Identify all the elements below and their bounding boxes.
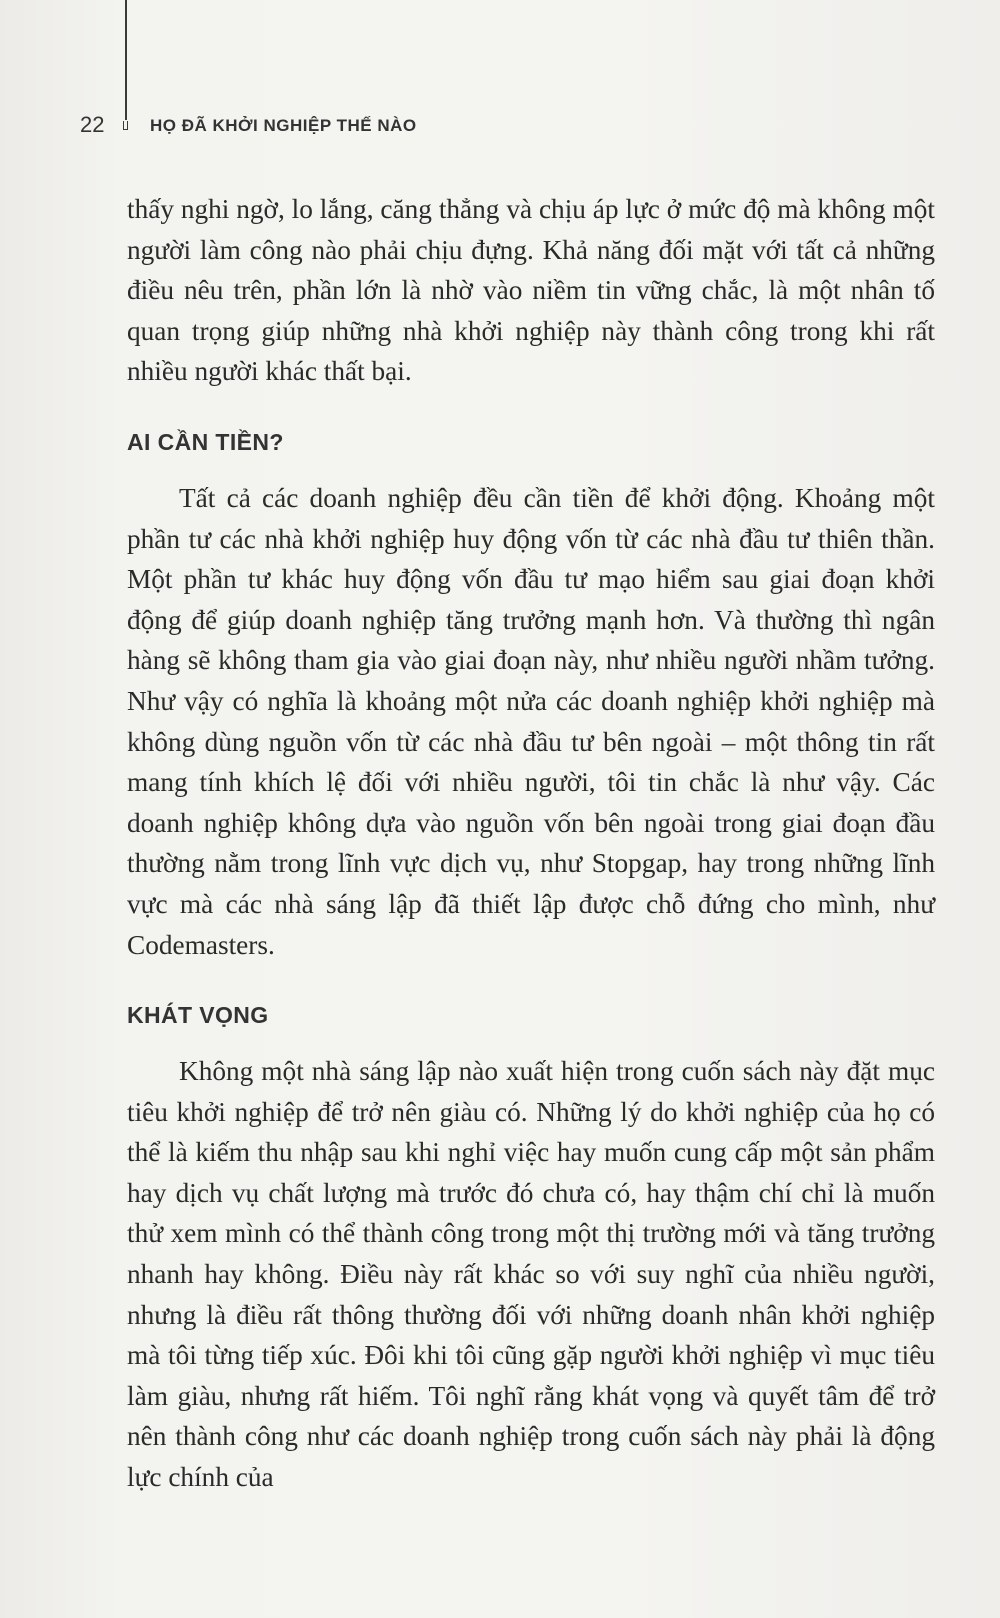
margin-rule — [125, 0, 127, 120]
section-paragraph-khat-vong: Không một nhà sáng lập nào xuất hiện trong cuốn sách này đặt mục tiêu khởi nghiệp để trở nên giàu có. Những lý do khởi nghiệp của họ có thể là kiếm thu nhập sau khi nghỉ việc hay muốn cung cấp một sản phẩm hay dịch vụ chất lượng mà trước đó chưa có, hay thậm chí chỉ là muốn thử xem mình có thể thành công trong một thị trường mới và tăng trưởng nhanh hay không. Điều này rất khác so với suy nghĩ của nhiều người, nhưng là điều rất thông thường đối với những doanh nhân khởi nghiệp mà tôi từng tiếp xúc. Đôi khi tôi cũng gặp người khởi nghiệp vì mục tiêu làm giàu, nhưng rất hiếm. Tôi nghĩ rằng khát vọng và quyết tâm để trở nên thành công như các doanh nghiệp trong cuốn sách này phải là động lực chính của — [127, 1056, 935, 1493]
intro-paragraph: thấy nghi ngờ, lo lắng, căng thẳng và chịu áp lực ở mức độ mà không một người làm công nào phải chịu đựng. Khả năng đối mặt với tất cả những điều nêu trên, phần lớn là nhờ vào niềm tin vững chắc, là một nhân tố quan trọng giúp những nhà khởi nghiệp này thành công trong khi rất nhiều người khác thất bại. — [127, 194, 935, 387]
page-header — [0, 112, 1000, 142]
section-heading-ai-can-tien: AI CẦN TIỀN? — [127, 428, 284, 455]
section-paragraph-ai-can-tien: Tất cả các doanh nghiệp đều cần tiền để khởi động. Khoảng một phần tư các nhà khởi nghiệp huy động vốn từ các nhà đầu tư thiên thần. Một phần tư khác huy động vốn đầu tư mạo hiểm sau giai đoạn khởi động để giúp doanh nghiệp tăng trưởng mạnh hơn. Và thường thì ngân hàng sẽ không tham gia vào giai đoạn này, như nhiều người nhầm tưởng. Như vậy có nghĩa là khoảng một nửa các doanh nghiệp khởi nghiệp mà không dùng nguồn vốn từ các nhà đầu tư bên ngoài – một thông tin rất mang tính khích lệ đối với nhiều người, tôi tin chắc là như vậy. Các doanh nghiệp không dựa vào nguồn vốn bên ngoài trong giai đoạn đầu thường nằm trong lĩnh vực dịch vụ, như Stopgap, hay trong những lĩnh vực mà các nhà sáng lập đã thiết lập được chỗ đứng cho mình, như Codemasters. — [127, 482, 935, 960]
running-title: HỌ ĐÃ KHỞI NGHIỆP THẾ NÀO — [150, 116, 417, 135]
page-number: 22 — [80, 112, 105, 137]
page-content — [127, 189, 935, 1498]
section-heading-khat-vong: KHÁT VỌNG — [127, 1002, 269, 1029]
